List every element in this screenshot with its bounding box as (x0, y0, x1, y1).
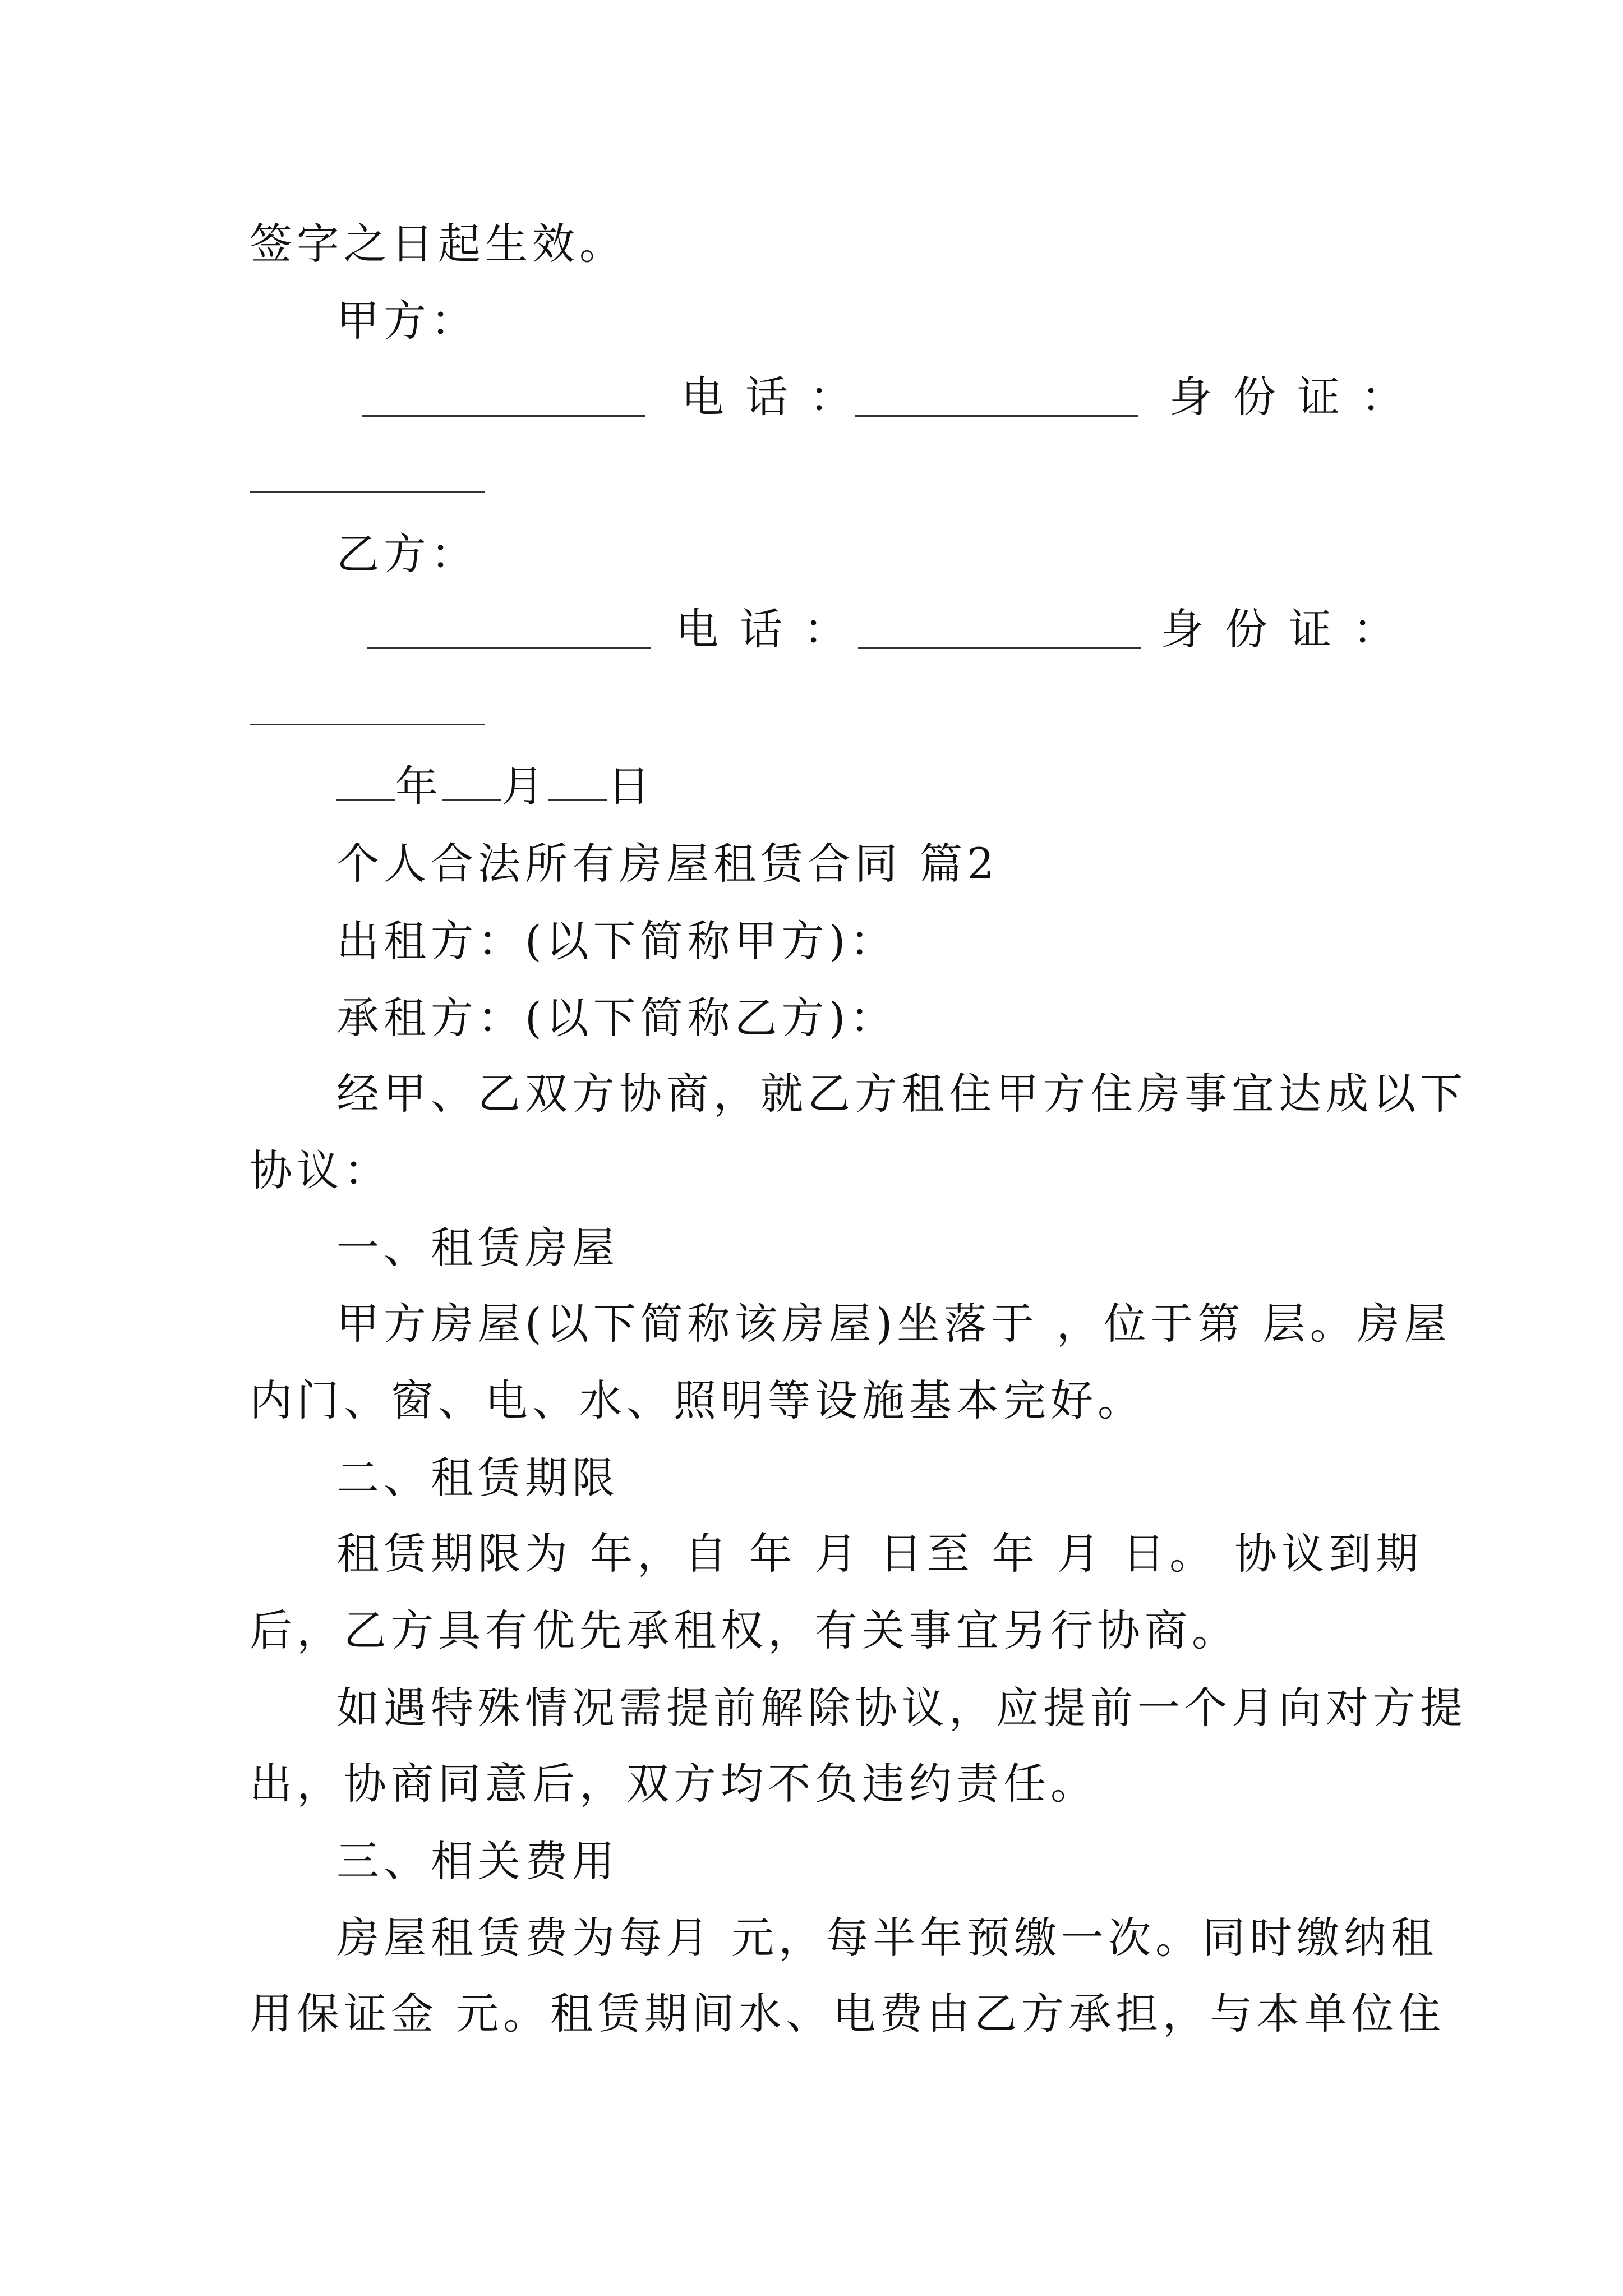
name-blank (367, 647, 651, 649)
lessee-line: 承租方：(以下简称乙方)： (336, 993, 897, 1043)
paragraph-line: 甲方房屋(以下简称该房屋)坐落于 ，位于第 层。房屋 (336, 1299, 1451, 1349)
paragraph-line: 如遇特殊情况需提前解除协议，应提前一个月向对方提 (336, 1683, 1467, 1733)
party-b-signature-line (250, 601, 1417, 657)
paragraph-line: 经甲、乙双方协商，就乙方租住甲方住房事宜达成以下 (336, 1069, 1467, 1119)
id-blank (250, 724, 485, 725)
id-label: 身份证： (1169, 372, 1425, 422)
id-label: 身份证： (1161, 604, 1417, 654)
lessor-line: 出租方：(以下简称甲方)： (336, 916, 897, 966)
paragraph-line: 后，乙方具有优先承租权，有关事宜另行协商。 (250, 1605, 1239, 1655)
paragraph-line: 租赁期限为 年，自 年 月 日至 年 月 日。 协议到期 (336, 1529, 1423, 1579)
day-label: 日 (607, 761, 654, 811)
heading-rental-term: 二、租赁期限 (336, 1453, 619, 1503)
month-label: 月 (501, 761, 548, 811)
phone-blank (855, 415, 1138, 417)
year-blank (336, 760, 395, 801)
id-blank (250, 491, 485, 493)
party-a-signature-line (250, 369, 1425, 425)
text-line: 签字之日起生效。 (250, 219, 626, 269)
paragraph-line: 出，协商同意后，双方均不负违约责任。 (250, 1759, 1098, 1809)
heading-rental-property: 一、租赁房屋 (336, 1223, 619, 1273)
year-label: 年 (395, 761, 442, 811)
phone-blank (858, 647, 1141, 649)
paragraph-line: 房屋租赁费为每月 元，每半年预缴一次。同时缴纳租 (336, 1913, 1438, 1963)
party-b-label: 乙方： (336, 529, 478, 579)
phone-label: 电话： (676, 604, 868, 654)
heading-related-fees: 三、相关费用 (336, 1836, 619, 1886)
party-a-label: 甲方： (336, 296, 478, 346)
paragraph-line: 内门、窗、电、水、照明等设施基本完好。 (250, 1375, 1145, 1425)
phone-label: 电话： (681, 372, 873, 422)
date-line (336, 758, 1388, 815)
day-blank (548, 760, 607, 801)
paragraph-line: 用保证金 元。租赁期间水、电费由乙方承担，与本单位住 (250, 1989, 1446, 2039)
section-title: 个人合法所有房屋租赁合同 篇2 (336, 839, 999, 889)
name-blank (362, 415, 645, 417)
month-blank (442, 760, 501, 801)
paragraph-line: 协议： (250, 1145, 391, 1195)
